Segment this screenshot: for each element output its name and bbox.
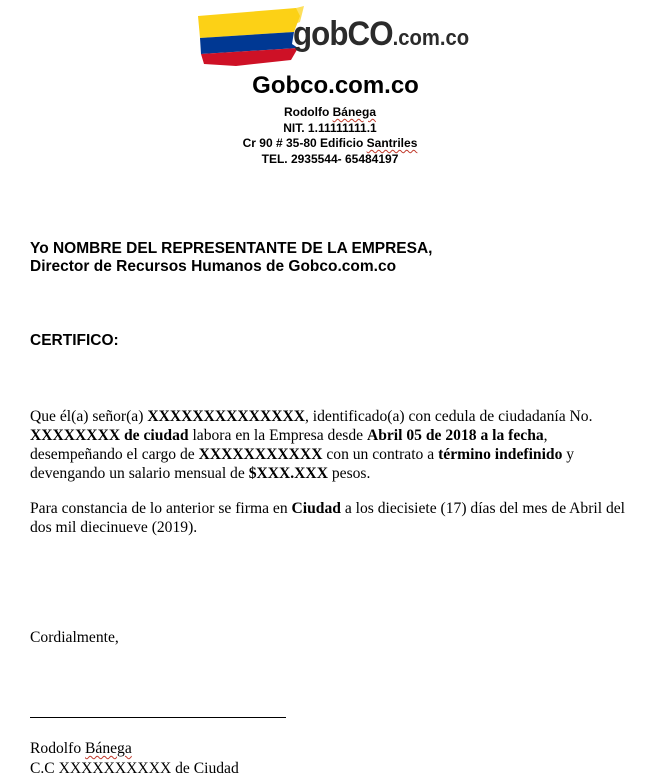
employee-position: XXXXXXXXXXX	[198, 446, 323, 463]
letterhead-surname: Bánega	[332, 105, 376, 119]
signer-id: C.C XXXXXXXXXX de Ciudad	[30, 760, 239, 777]
signature-line	[30, 717, 286, 718]
letterhead-building: Santriles	[366, 136, 418, 150]
representative-line-2: Director de Recursos Humanos de Gobco.com.co	[30, 258, 397, 275]
employee-name: XXXXXXXXXXXXXX	[147, 408, 305, 425]
letterhead-address: Cr 90 # 35-80 Edificio Santriles	[242, 136, 418, 150]
contract-type: término indefinido	[438, 446, 563, 463]
closing-text: Cordialmente,	[30, 629, 119, 646]
signer-name: Rodolfo Bánega	[30, 740, 132, 757]
signer-surname: Bánega	[85, 740, 132, 757]
representative-line-1: Yo NOMBRE DEL REPRESENTANTE DE LA EMPRESA,	[30, 240, 433, 257]
letterhead-nit: NIT. 1.11111111.1	[283, 120, 377, 135]
logo-wordmark	[293, 14, 469, 58]
company-title: Gobco.com.co	[252, 72, 419, 99]
certifico-heading: CERTIFICO:	[30, 332, 119, 349]
employment-date: Abril 05 de 2018 a la fecha	[366, 427, 544, 444]
certificate-paragraph-1: Que él(a) señor(a) XXXXXXXXXXXXXX, identificado(a) con cedula de ciudadanía No. XXXXXXXX de ciudad labora en la Empresa desde Abril 05 de 2018 a la fecha, desempeñando el cargo de XXXXXXXXXXX con un contrato a término indefinido y devengando un salario mensual de $XXX.XXX pesos.	[30, 408, 593, 482]
letterhead-name: Rodolfo Bánega	[283, 105, 376, 119]
representative-block	[30, 240, 432, 276]
logo-domain-text: .com.co	[392, 25, 470, 50]
salary-amount: $XXX.XXX	[248, 465, 328, 482]
company-logo	[196, 2, 470, 68]
certificate-paragraph-2: Para constancia de lo anterior se firma en Ciudad a los diecisiete (17) días del mes de Abril del dos mil diecinueve (2019).	[30, 500, 626, 536]
signing-city: Ciudad	[291, 500, 341, 517]
signer-block	[30, 739, 239, 779]
employee-id: XXXXXXXX de ciudad	[30, 427, 189, 444]
colombia-flag-brush-icon	[196, 2, 306, 68]
logo-brand-text: gobCO	[293, 15, 393, 53]
letterhead-details	[0, 105, 660, 167]
letterhead-phone: TEL. 2935544- 65484197	[261, 151, 399, 166]
